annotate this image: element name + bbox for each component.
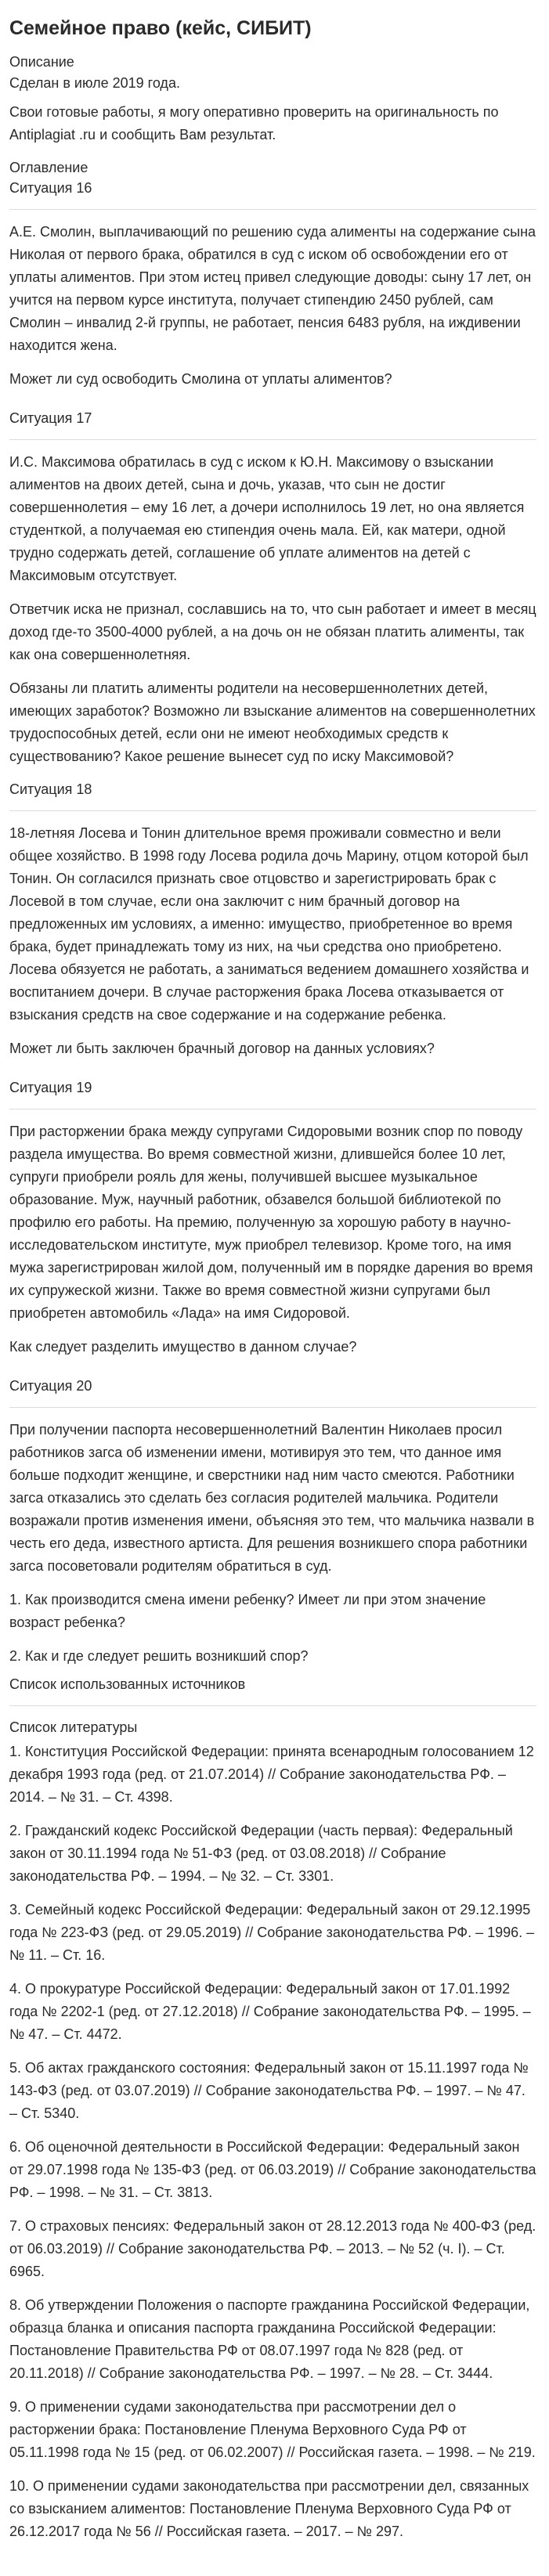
reference-item: 3. Семейный кодекс Российской Федерации: Федеральный закон от 29.12.1995 года № 223-ФЗ (ред. от 29.05.2019) // Собрание законодательства РФ. – 1996. – № 11. – Ст. 16. <box>9 1902 535 1963</box>
situation-17 <box>9 408 536 768</box>
page-title: Семейное право (кейс, СИБИТ) <box>9 17 312 39</box>
toc-label: Оглавление <box>9 160 88 175</box>
divider <box>9 1407 536 1408</box>
originality-note: Свои готовые работы, я могу оперативно проверить на оригинальность по Antiplagiat .ru и сообщить Вам результат. <box>9 104 499 143</box>
situation-question: Может ли быть заключен брачный договор на данных условиях? <box>9 1041 435 1056</box>
divider <box>9 209 536 210</box>
sources-label: Список использованных источников <box>9 1676 246 1692</box>
situation-16 <box>9 178 536 391</box>
situation-title: Ситуация 19 <box>9 1080 92 1095</box>
situation-paragraph: И.С. Максимова обратилась в суд с иском к Ю.Н. Максимову о взыскании алиментов на двоих детей, сына и дочь, указав, что сын не достиг совершеннолетия – ему 16 лет, а дочери исполнилось 19 лет, но она является студенткой, а получаемая ею стипендия очень мала. Ей, как матери, одной трудно содержать детей, соглашение об уплате алиментов на детей с Максимовым отсутствует. <box>9 454 525 583</box>
reference-item: 5. Об актах гражданского состояния: Федеральный закон от 15.11.1997 года № 143-ФЗ (ред. от 03.07.2019) // Собрание законодательства РФ. – 1997. – № 47. – Ст. 5340. <box>9 2060 529 2121</box>
situation-paragraph: При получении паспорта несовершеннолетний Валентин Николаев просил работников загса об изменении имени, мотивируя это тем, что данное имя больше подходит женщине, и сверстники над ним часто смеются. Работники загса отказались это сделать без согласия родителей мальчика. Родители возражали против изменения имени, объясняя это тем, что мальчика назвали в честь его деда, известного артиста. Для решения возникшего спора работники загса посоветовали родителям обратиться в суд. <box>9 1422 535 1574</box>
description-label: Описание <box>9 54 74 70</box>
situation-20 <box>9 1376 536 1668</box>
reference-item: 6. Об оценочной деятельности в Российской Федерации: Федеральный закон от 29.07.1998 года № 135-ФЗ (ред. от 06.03.2019) // Собрание законодательства РФ. – 1998. – № 31. – Ст. 3813. <box>9 2139 536 2200</box>
situation-title: Ситуация 16 <box>9 180 92 196</box>
situation-paragraph: А.Е. Смолин, выплачивающий по решению суда алименты на содержание сына Николая от первого брака, обратился в суд с иском об освобождении его от уплаты алиментов. При этом истец привел следующие доводы: сыну 17 лет, он учится на первом курсе института, получает стипендию 2450 рублей, сам Смолин – инвалид 2-й группы, не работает, пенсия 6483 рубля, на иждивении находится жена. <box>9 224 536 353</box>
divider <box>9 1705 536 1706</box>
reference-item: 9. О применении судами законодательства при рассмотрении дел о расторжении брака: Постановление Пленума Верховного Суда РФ от 05.11.1998 года № 15 (ред. от 06.02.2007) // Российская газета. – 1998. – № 219. <box>9 2399 536 2460</box>
divider <box>9 439 536 440</box>
situation-title: Ситуация 17 <box>9 410 92 426</box>
situation-question: 2. Как и где следует решить возникший спор? <box>9 1648 309 1664</box>
reference-item: 2. Гражданский кодекс Российской Федерации (часть первая): Федеральный закон от 30.11.1994 года № 51-ФЗ (ред. от 03.08.2018) // Собрание законодательства РФ. – 1994. – № 32. – Ст. 3301. <box>9 1823 513 1884</box>
made-date: Сделан в июле 2019 года. <box>9 75 180 91</box>
literature-label: Список литературы <box>9 1719 138 1735</box>
reference-item: 10. О применении судами законодательства при рассмотрении дел, связанных со взысканием алиментов: Постановление Пленума Верховного Суда РФ от 26.12.2017 года № 56 // Российская газета. – 2017. – № 297. <box>9 2478 529 2539</box>
situation-paragraph: Ответчик иска не признал, сославшись на то, что сын работает и имеет в месяц доход где-то 3500-4000 рублей, а на дочь он не обязан платить алименты, так как она совершеннолетняя. <box>9 601 536 662</box>
situation-18 <box>9 779 536 1060</box>
reference-item: 7. О страховых пенсиях: Федеральный закон от 28.12.2013 года № 400-ФЗ (ред. от 06.03.2019) // Собрание законодательства РФ. – 2013. – № 52 (ч. I). – Ст. 6965. <box>9 2218 536 2279</box>
situation-paragraph: 18-летняя Лосева и Тонин длительное время проживали совместно и вели общее хозяйство. В 1998 году Лосева родила дочь Марину, отцом которой был Тонин. Он согласился признать свое отцовство и зарегистрировать брак с Лосевой в том случае, если она заключит с ним брачный договор на предложенных им условиях, а именно: имущество, приобретенное во время брака, будет принадлежать тому из них, на чьи средства оно приобретено. Лосева обязуется не работать, а заниматься ведением домашнего хозяйства и воспитанием дочери. В случае расторжения брака Лосева отказывается от взыскания средств на свое содержание и на содержание ребенка. <box>9 825 529 1023</box>
situation-question: Может ли суд освободить Смолина от уплаты алиментов? <box>9 371 392 387</box>
situation-paragraph: При расторжении брака между супругами Сидоровыми возник спор по поводу раздела имущества. Во время совместной жизни, длившейся более 10 лет, супруги приобрели рояль для жены, получившей высшее музыкальное образование. Муж, научный работник, обзавелся большой библиотекой по профилю его работы. На премию, полученную за хорошую работу в научно-исследовательском институте, муж приобрел телевизор. Кроме того, на имя мужа зарегистрирован жилой дом, полученный им в порядке дарения во время их супружеской жизни. Также во время совместной жизни супругами был приобретен автомобиль «Лада» на имя Сидоровой. <box>9 1124 533 1321</box>
situation-question: Как следует разделить имущество в данном случае? <box>9 1339 357 1355</box>
situation-question: Обязаны ли платить алименты родители на несовершеннолетних детей, имеющих заработок? Возможно ли взыскание алиментов на совершеннолетних трудоспособных детей, если они не имеют необходимых средств к существованию? Какое решение вынесет суд по иску Максимовой? <box>9 680 536 764</box>
references-list <box>9 1741 536 2543</box>
reference-item: 1. Конституция Российской Федерации: принята всенародным голосованием 12 декабря 1993 года (ред. от 21.07.2014) // Собрание законодательства РФ. – 2014. – № 31. – Ст. 4398. <box>9 1744 534 1805</box>
situation-19 <box>9 1077 536 1358</box>
situation-title: Ситуация 20 <box>9 1378 92 1394</box>
situation-title: Ситуация 18 <box>9 781 92 797</box>
reference-item: 4. О прокуратуре Российской Федерации: Федеральный закон от 17.01.1992 года № 2202-1 (ред. от 27.12.2018) // Собрание законодательства РФ. – 1995. – № 47. – Ст. 4472. <box>9 1981 531 2042</box>
situation-question: 1. Как производится смена имени ребенку? Имеет ли при этом значение возраст ребенка? <box>9 1592 486 1630</box>
divider <box>9 810 536 811</box>
reference-item: 8. Об утверждении Положения о паспорте гражданина Российской Федерации, образца бланка и описания паспорта гражданина Российской Федерации: Постановление Правительства РФ от 08.07.1997 года № 828 (ред. от 20.11.2018) // Собрание законодательства РФ. – 1997. – № 28. – Ст. 3444. <box>9 2297 530 2381</box>
